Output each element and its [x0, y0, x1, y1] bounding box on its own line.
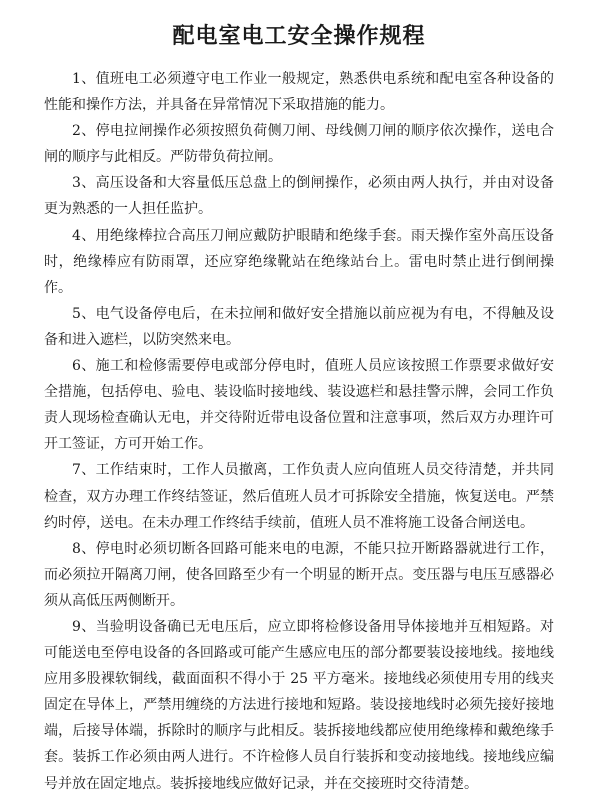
paragraph-9: 9、当验明设备确已无电压后，应立即将检修设备用导体接地并互相短路。对可能送电至停电设备的各回路或可能产生感应电压的部分都要装设接地线。接地线应用多股裸软铜线，截面面积不得小于 25 平方毫米。接地线必须使用专用的线夹固定在导体上，严禁用缠绕的方法进行接地和短路。装设接地线时必须先接好接地端，后接导体端，拆除时的顺序与此相反。装拆接地线都应使用绝缘棒和戴绝缘手套。装拆工作必须由两人进行。不许检修人员自行装拆和变动接地线。接地线应编号并放在固定地点。装拆接地线应做好记录，并在交接班时交待清楚。 — [44, 618, 554, 792]
paragraph-5: 5、电气设备停电后，在未拉闸和做好安全措施以前应视为有电，不得触及设备和进入遮栏，以防突然来电。 — [44, 305, 554, 348]
document-body — [44, 66, 554, 797]
paragraph-7: 7、工作结束时，工作人员撤离，工作负责人应向值班人员交待清楚，并共同检查，双方办理工作终结签证，然后值班人员才可拆除安全措施，恢复送电。严禁约时停，送电。在未办理工作终结手续前，值班人员不准将施工设备合闸送电。 — [44, 462, 554, 531]
paragraph-3: 3、高压设备和大容量低压总盘上的倒闸操作，必须由两人执行，并由对设备更为熟悉的一人担任监护。 — [44, 175, 554, 218]
paragraph-8: 8、停电时必须切断各回路可能来电的电源，不能只拉开断路器就进行工作，而必须拉开隔离刀闸，使各回路至少有一个明显的断开点。变压器与电压互感器必须从高低压两侧断开。 — [44, 540, 554, 609]
paragraph-6: 6、施工和检修需要停电或部分停电时，值班人员应该按照工作票要求做好安全措施，包括停电、验电、装设临时接地线、装设遮栏和悬挂警示牌，会同工作负责人现场检查确认无电，并交待附近带电设备位置和注意事项，然后双方办理许可开工签证，方可开始工作。 — [44, 358, 554, 453]
paragraph-2: 2、停电拉闸操作必须按照负荷侧刀闸、母线侧刀闸的顺序依次操作，送电合闸的顺序与此相反。严防带负荷拉闸。 — [44, 123, 554, 166]
document-title: 配电室电工安全操作规程 — [172, 24, 426, 49]
paragraph-1: 1、值班电工必须遵守电工作业一般规定，熟悉供电系统和配电室各种设备的性能和操作方法，并具备在异常情况下采取措施的能力。 — [44, 71, 554, 114]
paragraph-4: 4、用绝缘棒拉合高压刀闸应戴防护眼睛和绝缘手套。雨天操作室外高压设备时，绝缘棒应有防雨罩，还应穿绝缘靴站在绝缘站台上。雷电时禁止进行倒闸操作。 — [44, 227, 554, 296]
